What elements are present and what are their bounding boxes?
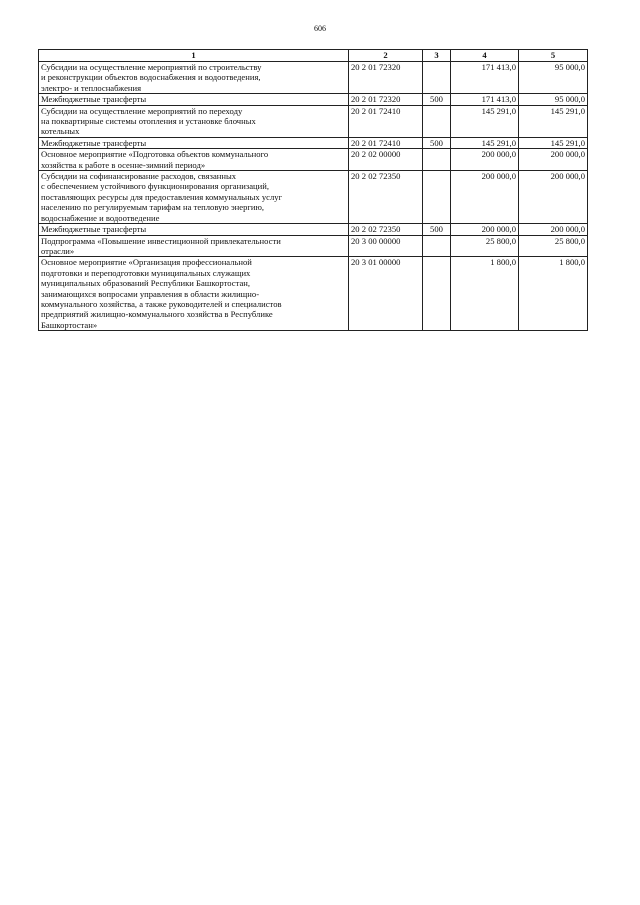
row-name — [39, 235, 349, 257]
table-row — [39, 137, 588, 148]
row-name — [39, 137, 349, 148]
row-value-1: 1 800,0 — [451, 257, 519, 331]
row-value-1: 145 291,0 — [451, 137, 519, 148]
row-name-line: поставляющих ресурсы для предоставления коммунальных услуг — [41, 191, 283, 202]
row-code: 20 3 00 00000 — [349, 235, 423, 257]
row-value-2: 200 000,0 — [519, 224, 588, 235]
row-expense-type — [423, 235, 451, 257]
row-name-line: коммунального хозяйства, а также руководителей и специалистов — [41, 298, 282, 309]
row-name-line: Основное мероприятие «Подготовка объектов коммунального — [41, 149, 269, 160]
row-value-1: 171 413,0 — [451, 94, 519, 105]
row-value-2: 95 000,0 — [519, 62, 588, 94]
row-name-line: Межбюджетные трансферты — [41, 94, 147, 105]
row-code: 20 2 02 00000 — [349, 149, 423, 171]
row-name — [39, 105, 349, 137]
table-row — [39, 105, 588, 137]
row-value-2: 145 291,0 — [519, 137, 588, 148]
row-value-1: 200 000,0 — [451, 171, 519, 224]
header-col-3: 3 — [423, 50, 451, 62]
row-name-line: котельных — [41, 126, 80, 137]
row-name — [39, 257, 349, 331]
row-name-line: населению по регулируемым тарифам на тепловую энергию, — [41, 202, 265, 213]
row-value-2: 25 800,0 — [519, 235, 588, 257]
row-value-2: 200 000,0 — [519, 149, 588, 171]
row-expense-type: 500 — [423, 94, 451, 105]
row-name-line: Субсидии на осуществление мероприятий по строительству — [41, 62, 262, 72]
row-value-2: 200 000,0 — [519, 171, 588, 224]
row-expense-type: 500 — [423, 137, 451, 148]
row-name-line: Подпрограмма «Повышение инвестиционной привлекательности — [41, 235, 281, 246]
row-code: 20 2 01 72410 — [349, 105, 423, 137]
row-name-line: занимающихся вопросами управления в области жилищно- — [41, 288, 260, 299]
row-name — [39, 224, 349, 235]
header-col-5: 5 — [519, 50, 588, 62]
table-row — [39, 224, 588, 235]
row-name-line: электро- и теплоснабжения — [41, 82, 142, 93]
row-code: 20 2 01 72320 — [349, 94, 423, 105]
row-name-line: водоснабжение и водоотведение — [41, 212, 160, 223]
row-value-1: 200 000,0 — [451, 149, 519, 171]
row-name — [39, 62, 349, 94]
table-body — [39, 62, 588, 331]
row-code: 20 2 02 72350 — [349, 171, 423, 224]
table-row — [39, 62, 588, 94]
header-col-4: 4 — [451, 50, 519, 62]
row-value-2: 1 800,0 — [519, 257, 588, 331]
row-value-2: 95 000,0 — [519, 94, 588, 105]
row-code: 20 2 02 72350 — [349, 224, 423, 235]
row-value-1: 171 413,0 — [451, 62, 519, 94]
row-name-line: с обеспечением устойчивого функционирования организаций, — [41, 181, 269, 192]
row-value-2: 145 291,0 — [519, 105, 588, 137]
row-code: 20 2 01 72410 — [349, 137, 423, 148]
row-name — [39, 94, 349, 105]
table-row — [39, 149, 588, 171]
row-value-1: 200 000,0 — [451, 224, 519, 235]
row-code: 20 3 01 00000 — [349, 257, 423, 331]
row-expense-type: 500 — [423, 224, 451, 235]
row-name-line: подготовки и переподготовки муниципальных служащих — [41, 267, 251, 278]
page-number: 606 — [314, 24, 326, 33]
row-expense-type — [423, 257, 451, 331]
header-col-2: 2 — [349, 50, 423, 62]
row-name — [39, 171, 349, 224]
row-name-line: предприятий жилищно-коммунального хозяйства в Республике — [41, 309, 273, 320]
table-row — [39, 94, 588, 105]
row-name — [39, 149, 349, 171]
row-name-line: Субсидии на осуществление мероприятий по переходу — [41, 105, 243, 116]
row-name-line: Межбюджетные трансферты — [41, 137, 147, 148]
row-expense-type — [423, 105, 451, 137]
row-value-1: 25 800,0 — [451, 235, 519, 257]
row-expense-type — [423, 171, 451, 224]
row-name-line: отрасли» — [41, 245, 75, 256]
row-name-line: Субсидии на софинансирование расходов, связанных — [41, 171, 237, 182]
row-name-line: Башкортостан» — [41, 319, 98, 330]
budget-table — [38, 49, 588, 331]
row-name-line: Межбюджетные трансферты — [41, 224, 147, 235]
row-value-1: 145 291,0 — [451, 105, 519, 137]
row-expense-type — [423, 149, 451, 171]
row-name-line: муниципальных образований Республики Башкортостан, — [41, 278, 251, 289]
row-expense-type — [423, 62, 451, 94]
row-name-line: Основное мероприятие «Организация профессиональной — [41, 257, 252, 268]
table-row — [39, 235, 588, 257]
row-code: 20 2 01 72320 — [349, 62, 423, 94]
row-name-line: хозяйства к работе в осенне-зимний период» — [41, 159, 206, 170]
header-row — [39, 50, 588, 62]
row-name-line: и реконструкции объектов водоснабжения и водоотведения, — [41, 72, 261, 83]
row-name-line: на поквартирные системы отопления и установке блочных — [41, 116, 256, 127]
header-col-1: 1 — [39, 50, 349, 62]
table-row — [39, 171, 588, 224]
table-header — [39, 50, 588, 62]
table-row — [39, 257, 588, 331]
